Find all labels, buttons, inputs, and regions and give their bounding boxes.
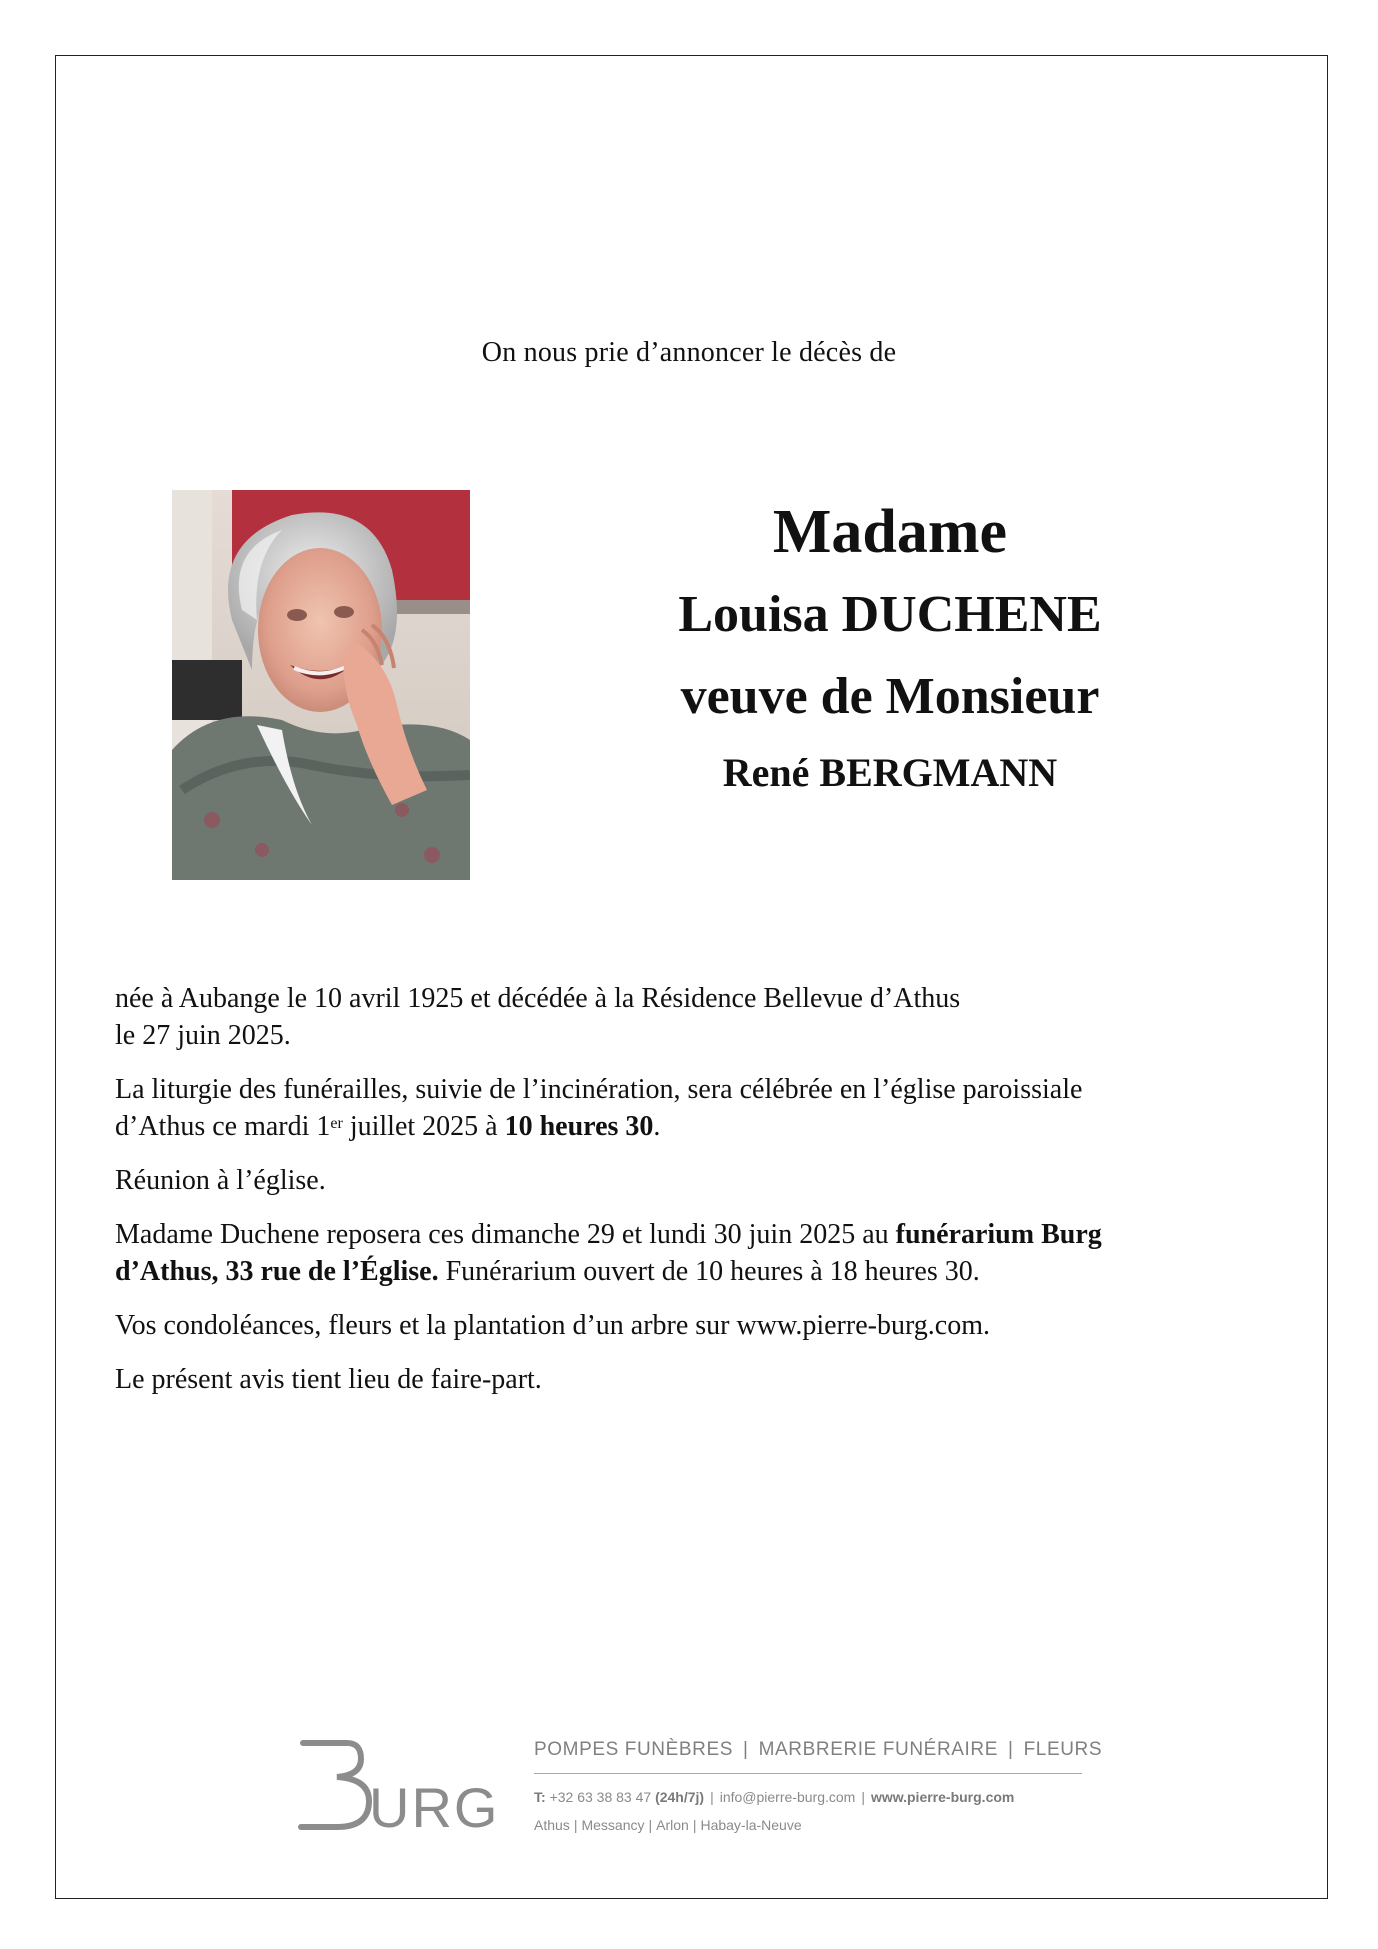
rest-place-2: d’Athus, 33 rue de l’Église. [115,1256,439,1287]
phone-number: +32 63 38 83 47 [549,1789,652,1805]
rest-paragraph [115,1216,1285,1290]
separator: | [861,1789,865,1805]
footer-locations [534,1817,802,1833]
location-arlon: Arlon [656,1817,689,1833]
service-marble: MARBRERIE FUNÉRAIRE [758,1739,999,1760]
birth-death-paragraph [115,980,1285,1054]
separator: | [648,1817,653,1833]
rest-hours: Funérarium ouvert de 10 heures à 18 heures 30. [438,1256,980,1287]
deceased-name: Louisa DUCHENE [678,586,1102,643]
rest-pre: Madame Duchene reposera ces dimanche 29 et lundi 30 juin 2025 au [115,1219,896,1250]
deceased-relation: veuve de Monsieur [680,668,1100,725]
location-athus: Athus [534,1817,570,1833]
portrait-photo-icon [172,490,470,880]
svg-text:URG: URG [369,1776,495,1835]
separator: | [692,1817,697,1833]
notice-paragraph: Le présent avis tient lieu de faire-part. [115,1364,542,1395]
birth-line-1: née à Aubange le 10 avril 1925 et décédée à la Résidence Bellevue d’Athus [115,983,961,1014]
liturgy-line-1: La liturgie des funérailles, suivie de l’incinération, sera célébrée en l’église paroissiale [115,1074,1083,1105]
location-habay: Habay-la-Neuve [700,1817,802,1833]
separator: | [573,1817,578,1833]
liturgy-end: . [653,1111,661,1142]
liturgy-paragraph [115,1071,1285,1145]
liturgy-sup: er [330,1115,343,1132]
spouse-name: René BERGMANN [722,750,1058,795]
footer-services [534,1739,1102,1761]
portrait-photo [172,490,470,880]
page-border [55,55,1328,1899]
separator: | [1008,1739,1014,1760]
burg-logo-icon [295,1735,495,1835]
service-flowers: FLEURS [1023,1739,1103,1760]
condolences-paragraph: Vos condoléances, fleurs et la plantation d’un arbre sur www.pierre-burg.com. [115,1310,990,1341]
meeting-paragraph: Réunion à l’église. [115,1165,326,1196]
separator: | [743,1739,749,1760]
intro-text: On nous prie d’annoncer le décès de [481,337,897,368]
phone-hours: (24h/7j) [655,1789,705,1805]
website-link[interactable]: www.pierre-burg.com [870,1789,1015,1805]
footer-divider [534,1773,1082,1774]
phone-label: T: [534,1789,546,1805]
separator: | [710,1789,714,1805]
liturgy-mid: juillet 2025 à [342,1111,505,1142]
deceased-name-block [590,490,1190,808]
liturgy-pre: d’Athus ce mardi 1 [115,1111,331,1142]
burg-logo [295,1735,495,1835]
footer-contact [534,1789,1014,1805]
service-funeral: POMPES FUNÈBRES [534,1739,734,1760]
rest-place-1: funérarium Burg [895,1219,1102,1250]
birth-line-2: le 27 juin 2025. [115,1020,291,1051]
email-link[interactable]: info@pierre-burg.com [719,1789,856,1805]
liturgy-time: 10 heures 30 [504,1111,654,1142]
deceased-title: Madame [772,498,1008,566]
location-messancy: Messancy [581,1817,645,1833]
notice-body [115,980,1285,1415]
